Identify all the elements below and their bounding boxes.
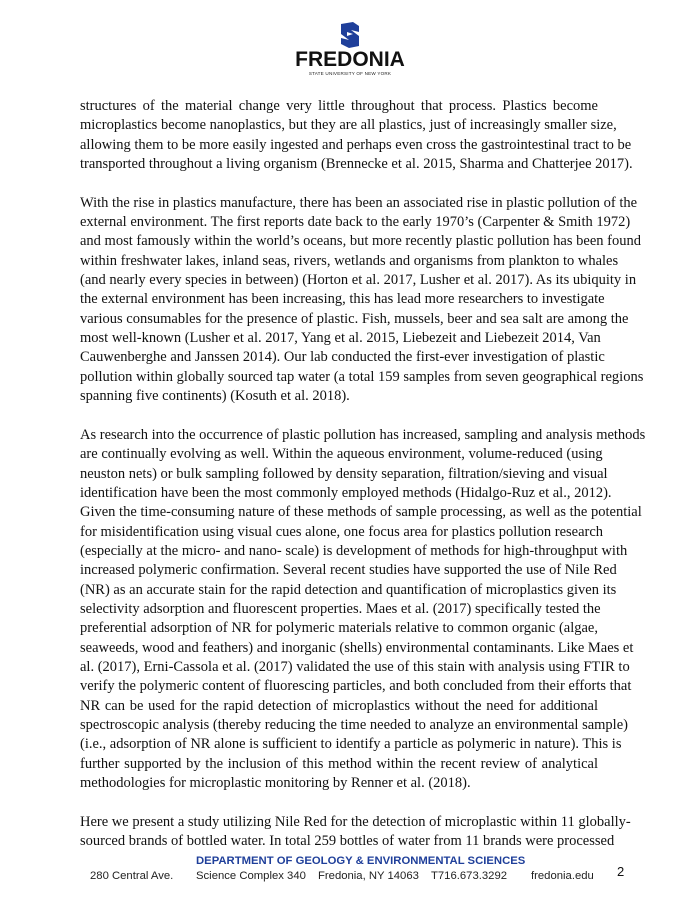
paragraph <box>80 194 644 407</box>
text-line: structures of the material change very little throughout that process. Plastics become <box>80 98 598 114</box>
text-line: transported throughout a living organism (Brennecke et al. 2015, Sharma and Chatterjee 2017). <box>80 156 633 173</box>
text-line: Given the time-consuming nature of these methods of sample processing, as well as the potential <box>80 504 642 521</box>
paragraph <box>80 97 633 174</box>
document-body <box>80 97 646 871</box>
text-line: (and nearly every species in between) (Horton et al. 2017, Lusher et al. 2017). As its ubiquity in <box>80 272 637 289</box>
text-line: methodologies for microplastic monitoring by Renner et al. (2018). <box>80 775 471 792</box>
text-line: (i.e., adsorption of NR alone is sufficient to identify a particle as polymeric in nature). This is <box>80 736 622 753</box>
text-line: preferential adsorption of NR for polymeric materials relative to common organic (algae, <box>80 620 598 637</box>
university-logo <box>290 22 410 76</box>
text-line: various consumables for the presence of plastic. Fish, mussels, beer and sea salt are among the <box>80 310 629 327</box>
text-line: increased polymeric confirmation. Several recent studies have supported the use of Nile Red <box>80 562 617 579</box>
text-line: for misidentification using visual cues alone, one focus area for plastics pollution research <box>80 523 604 540</box>
text-line: selectivity adsorption and fluorescent properties. Maes et al. (2017) specifically tested the <box>80 600 601 617</box>
text-line: spectroscopic analysis (thereby reducing the time needed to analyze an environmental sample) <box>80 717 628 733</box>
text-line: With the rise in plastics manufacture, there has been an associated rise in plastic pollution of the <box>80 194 638 211</box>
fredonia-emblem-icon <box>339 22 361 48</box>
text-line: spanning five continents) (Kosuth et al. 2018). <box>80 388 350 405</box>
text-line: the external environment has been increasing, this has lead more researchers to investigate <box>80 291 605 308</box>
text-line: identification have been the most commonly employed methods (Hidalgo-Ruz et al., 2012). <box>80 484 612 501</box>
text-line: sourced brands of bottled water. In total 259 bottles of water from 11 brands were processed <box>80 833 615 850</box>
text-line: microplastics become nanoplastics, but they are all plastics, just of increasingly smaller size, <box>80 117 617 134</box>
text-line: Here we present a study utilizing Nile Red for the detection of microplastic within 11 globally- <box>80 813 631 830</box>
text-line: (NR) as an accurate stain for the rapid detection and quantification of microplastics given its <box>80 581 617 598</box>
footer-phone: T716.673.3292 <box>431 870 508 882</box>
text-line: allowing them to be more easily ingested and perhaps even cross the gastrointestinal tract to be <box>80 136 632 153</box>
department-name: DEPARTMENT OF GEOLOGY & ENVIRONMENTAL SCIENCES <box>196 855 526 867</box>
text-line: As research into the occurrence of plastic pollution has increased, sampling and analysis methods <box>80 426 646 443</box>
text-line: neuston nets) or bulk sampling followed by density separation, filtration/sieving and visual <box>80 465 608 482</box>
footer-address: 280 Central Ave. <box>90 870 174 882</box>
paragraph <box>80 426 646 794</box>
text-line: external environment. The first reports date back to the early 1970’s (Carpenter & Smith 1972) <box>80 214 631 231</box>
text-line: most well-known (Lusher et al. 2017, Yang et al. 2015, Liebezeit and Liebezeit 2014, Van <box>80 330 601 347</box>
footer-building: Science Complex 340 <box>196 870 306 882</box>
text-line: are continually evolving as well. Within the aqueous environment, volume-reduced (using <box>80 446 603 463</box>
text-line: al. (2017), Erni-Cassola et al. (2017) validated the use of this stain with analysis using FTIR to <box>80 658 630 675</box>
text-line: within freshwater lakes, inland seas, rivers, wetlands and organisms from plankton to whales <box>80 252 619 269</box>
text-line: verify the polymeric content of fluorescing particles, and both concluded from their efforts that <box>80 678 632 695</box>
logo-subtitle: STATE UNIVERSITY OF NEW YORK <box>308 71 392 76</box>
text-line: (especially at the micro- and nano- scale) is development of methods for high-throughput with <box>80 542 628 559</box>
text-line: and most famously within the world’s oceans, but more recently plastic pollution has been found <box>80 233 641 250</box>
text-line: pollution within globally sourced tap water (a total 159 samples from seven geographical regions <box>80 368 644 385</box>
logo-wordmark: FREDONIA <box>295 48 405 71</box>
text-line: NR can be used for the rapid detection of microplastics without the need for additional <box>80 697 598 714</box>
footer-city: Fredonia, NY 14063 <box>318 870 419 882</box>
text-line: seaweeds, wood and feathers) and inorganic (shells) environmental contaminants. Like Maes et <box>80 639 634 656</box>
text-line: Cauwenberghe and Janssen 2014). Our lab conducted the first-ever investigation of plastic <box>80 349 605 366</box>
footer-website[interactable]: fredonia.edu <box>531 870 594 882</box>
paragraph <box>80 813 631 852</box>
page-number: 2 <box>617 864 625 879</box>
text-line: further supported by the inclusion of this method within the recent review of analytical <box>80 755 598 772</box>
